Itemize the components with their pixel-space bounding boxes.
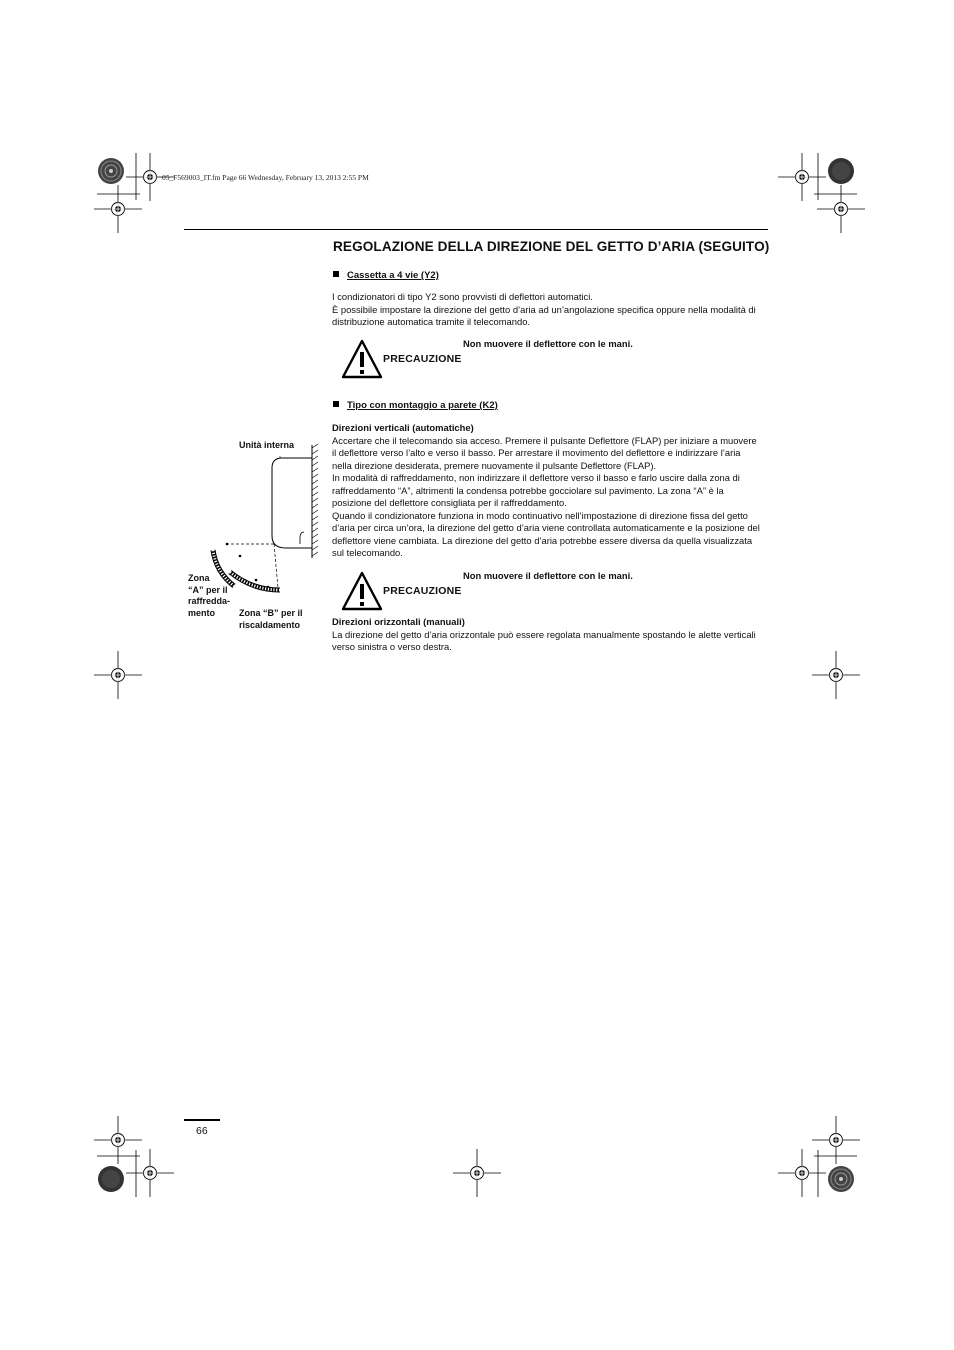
caution-message: Non muovere il deflettore con le mani. <box>463 570 633 581</box>
page-title: REGOLAZIONE DELLA DIREZIONE DEL GETTO D’ARIA (SEGUITO) <box>333 239 770 254</box>
vertical-directions-block <box>332 422 762 560</box>
horizontal-directions-heading: Direzioni orizzontali (manuali) <box>332 616 465 627</box>
section-heading-wall-mounted: Tipo con montaggio a parete (K2) <box>333 400 498 411</box>
file-info-header: 05_F569003_IT.fm Page 66 Wednesday, February 13, 2013 2:55 PM <box>162 173 369 182</box>
horizontal-directions-text: La direzione del getto d’aria orizzontale può essere regolata manualmente spostando le alette verticali verso sinistra o verso destra. <box>332 628 756 652</box>
cassette-description: I condizionatori di tipo Y2 sono provvisti di deflettori automatici. È possibile impostare la direzione del getto d’aria ad un’angolazione specifica oppure nella modalità di distribuzione automatica tramite il telecomando. <box>332 291 756 327</box>
zone-b-label: Zona “B” per il riscaldamento <box>239 608 303 630</box>
indoor-unit-label: Unità interna <box>239 440 295 450</box>
caution-label: PRECAUZIONE <box>383 353 462 365</box>
bullet-square-icon <box>333 401 339 407</box>
warning-triangle-icon <box>341 571 383 611</box>
top-rule <box>184 229 768 230</box>
horizontal-directions-block <box>332 616 762 654</box>
caution-message: Non muovere il deflettore con le mani. <box>463 338 633 349</box>
page-number: 66 <box>196 1125 208 1137</box>
footer-rule <box>184 1119 220 1121</box>
vertical-directions-text: Accertare che il telecomando sia acceso. Premere il pulsante Deflettore (FLAP) per iniziare a muovere il deflettore verso l’alto e verso il basso. Per arrestare il movimento del deflettore e indirizzare l’aria nella direzione desiderata, premere nuovamente il pulsante Deflettore (FLAP). In modalità di raffreddamento, non indirizzare il deflettore verso il basso e farlo uscire dalla zona di raffreddamento “A”, altrimenti la condensa potrebbe gocciolare sul pavimento. La zona “A” è la posizione del deflettore consigliata per il raffreddamento. Quando il condizionatore funziona in modo continuativo nell’impostazione di direzione fissa del getto d’aria per circa un’ora, la direzione del getto d’aria viene controllata automaticamente e la posizione del deflettore viene cambiata. La direzione del getto d’aria potrebbe essere diversa da quella visualizzata sul telecomando. <box>332 434 760 558</box>
vertical-directions-heading: Direzioni verticali (automatiche) <box>332 422 474 433</box>
section-heading-cassette: Cassetta a 4 vie (Y2) <box>333 270 439 281</box>
zone-a-label: Zona “A” per il raffredda- mento <box>188 573 231 618</box>
bullet-square-icon <box>333 271 339 277</box>
warning-triangle-icon <box>341 339 383 379</box>
caution-label: PRECAUZIONE <box>383 585 462 597</box>
